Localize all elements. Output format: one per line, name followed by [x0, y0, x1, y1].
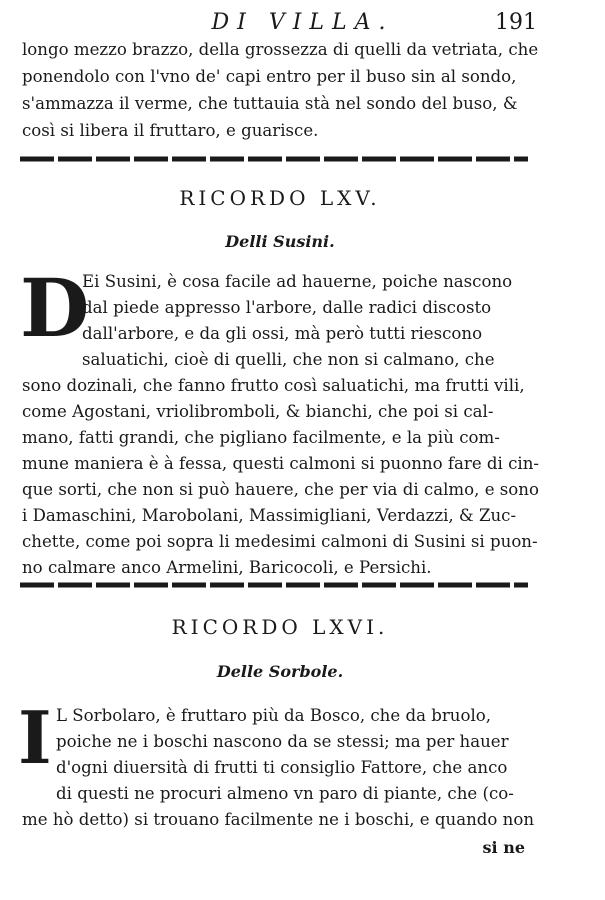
text-line: sono dozinali, che fanno frutto così saluatichi, ma frutti vili,	[22, 376, 525, 395]
text-line: così si libera il fruttaro, e guarisce.	[22, 121, 319, 140]
text-line: come Agostani, vriolibromboli, & bianchi, che poi si cal-	[22, 402, 494, 421]
section-subheading: Delle Sorbole.	[216, 662, 344, 681]
section-subheading: Delli Susini.	[225, 232, 335, 251]
text-line: poiche ne i boschi nascono da se stessi; ma per hauer	[56, 732, 509, 751]
catchword: si ne	[482, 838, 525, 857]
text-line: Ei Susini, è cosa facile ad hauerne, poiche nascono	[82, 272, 513, 291]
text-line: longo mezzo brazzo, della grossezza di quelli da vetriata, che	[22, 40, 539, 59]
text-line: mune maniera è à fessa, questi calmoni si puonno fare di cin-	[22, 454, 540, 473]
section-heading: RICORDO LXVI.	[171, 615, 389, 639]
drop-capital: I	[18, 695, 52, 780]
running-title: DI VILLA.	[211, 10, 394, 35]
text-line: me hò detto) si trouano facilmente ne i boschi, e quando non	[22, 810, 535, 829]
section-heading: RICORDO LXV.	[179, 186, 381, 210]
text-line: di questi ne procuri almeno vn paro di piante, che (co-	[56, 784, 514, 803]
text-line: ponendolo con l'vno de' capi entro per il buso sin al sondo,	[22, 67, 517, 86]
text-line: s'ammazza il verme, che tuttauia stà nel sondo del buso, &	[22, 94, 518, 113]
text-line: dal piede appresso l'arbore, dalle radici discosto	[82, 298, 492, 317]
text-line: mano, fatti grandi, che pigliano facilmente, e la più com-	[22, 428, 500, 447]
page-number: 191	[495, 10, 537, 35]
drop-capital: D	[20, 261, 90, 355]
ornamental-rule	[18, 578, 530, 592]
ornamental-rule	[18, 152, 530, 166]
text-line: i Damaschini, Marobolani, Massimigliani, Verdazzi, & Zuc-	[22, 506, 517, 525]
text-line: chette, come poi sopra li medesimi calmoni di Susini si puon-	[22, 532, 538, 551]
text-line: que sorti, che non si può hauere, che per via di calmo, e sono	[22, 480, 539, 499]
text-line: L Sorbolaro, è fruttaro più da Bosco, che da bruolo,	[56, 706, 492, 725]
text-line: no calmare anco Armelini, Baricocoli, e Persichi.	[22, 558, 432, 577]
text-line: dall'arbore, e da gli ossi, mà però tutti riescono	[82, 324, 483, 343]
text-line: saluatichi, cioè di quelli, che non si calmano, che	[82, 350, 495, 369]
running-head	[0, 10, 605, 38]
text-line: d'ogni diuersità di frutti ti consiglio Fattore, che anco	[56, 758, 508, 777]
